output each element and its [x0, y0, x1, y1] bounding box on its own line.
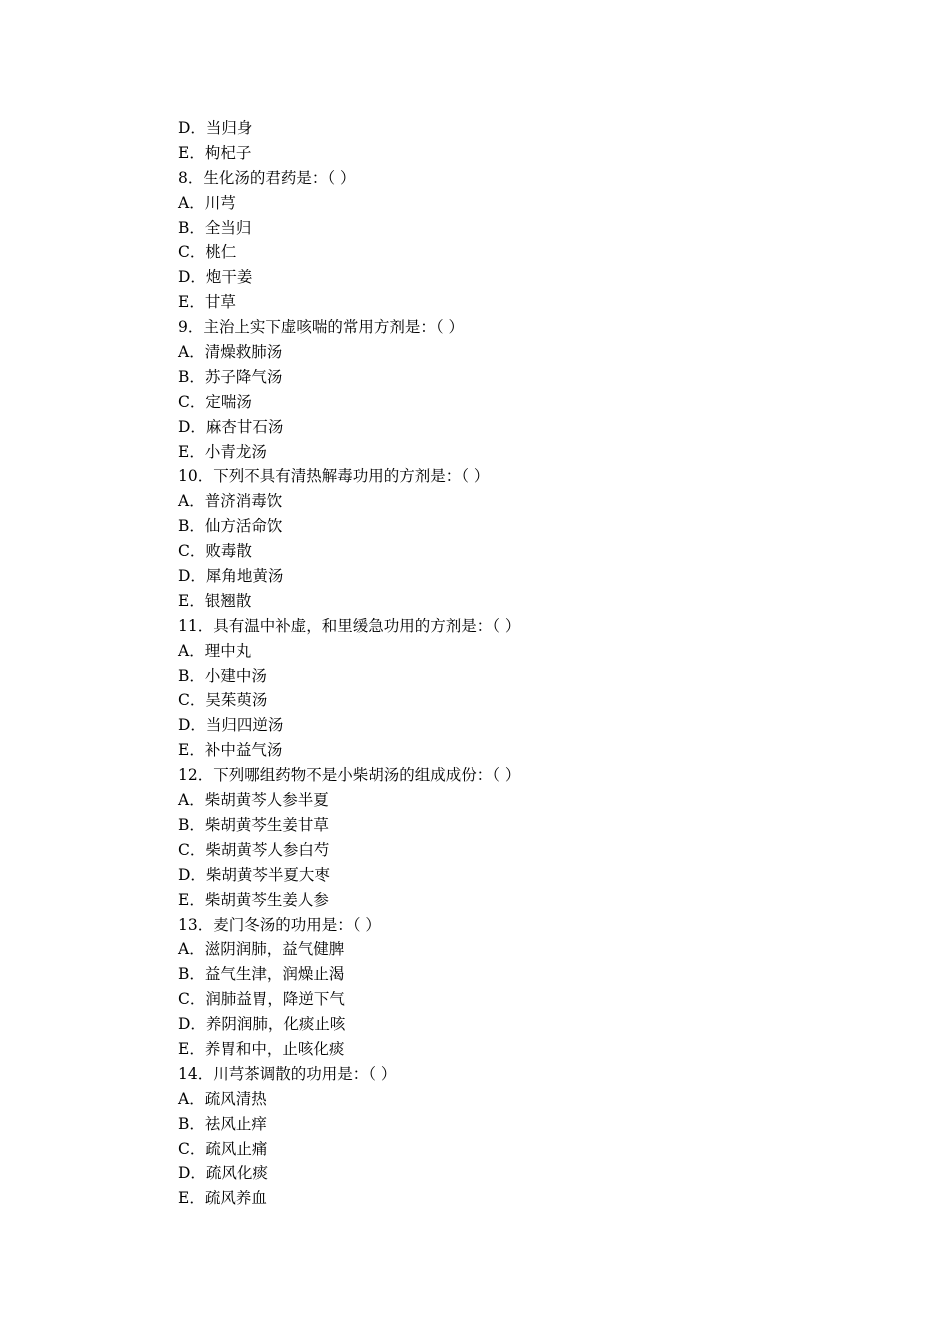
text-line: 11．具有温中补虚，和里缓急功用的方剂是：（ ） — [178, 616, 521, 635]
text-line: 8．生化汤的君药是：（ ） — [178, 168, 356, 187]
text-line: A．柴胡黄芩人参半夏 — [178, 791, 329, 810]
text-line: A．理中丸 — [178, 641, 252, 660]
text-line: E．补中益气汤 — [178, 741, 283, 760]
text-line: C．桃仁 — [178, 243, 237, 262]
text-line: D．麻杏甘石汤 — [178, 417, 284, 436]
text-line: E．枸杞子 — [178, 143, 252, 162]
text-line: C．柴胡黄芩人参白芍 — [178, 840, 330, 859]
text-line: D．犀角地黄汤 — [178, 567, 284, 586]
text-line: D．疏风化痰 — [178, 1164, 268, 1183]
text-line: 10．下列不具有清热解毒功用的方剂是：（ ） — [178, 467, 490, 486]
text-line: B．小建中汤 — [178, 666, 267, 685]
text-line: B．益气生津，润燥止渴 — [178, 965, 345, 984]
text-line: B．苏子降气汤 — [178, 367, 283, 386]
text-line: E．疏风养血 — [178, 1189, 267, 1208]
text-line: D．当归四逆汤 — [178, 716, 284, 735]
text-line: D．炮干姜 — [178, 268, 253, 287]
text-line: D．柴胡黄芩半夏大枣 — [178, 865, 330, 884]
text-line: E．银翘散 — [178, 591, 252, 610]
text-line: B．仙方活命饮 — [178, 517, 283, 536]
text-line: E．柴胡黄芩生姜人参 — [178, 890, 329, 909]
text-line: 9．主治上实下虚咳喘的常用方剂是：（ ） — [178, 318, 465, 337]
text-line: C．定喘汤 — [178, 392, 252, 411]
text-line: A．川芎 — [178, 193, 236, 212]
text-line: C．吴茱萸汤 — [178, 691, 268, 710]
text-line: 13．麦门冬汤的功用是：（ ） — [178, 915, 381, 934]
text-line: D．当归身 — [178, 119, 253, 137]
text-line: 12．下列哪组药物不是小柴胡汤的组成成份：（ ） — [178, 766, 521, 785]
text-line: A．滋阴润肺，益气健脾 — [178, 940, 345, 959]
text-line: C．败毒散 — [178, 542, 252, 561]
text-line: B．祛风止痒 — [178, 1114, 267, 1133]
document-body — [178, 116, 878, 1211]
text-line: E．甘草 — [178, 293, 236, 312]
text-line: B．全当归 — [178, 218, 252, 237]
text-line: E．养胃和中，止咳化痰 — [178, 1039, 345, 1058]
text-line: B．柴胡黄芩生姜甘草 — [178, 815, 329, 834]
text-line: C．疏风止痛 — [178, 1139, 268, 1158]
text-line: A．普济消毒饮 — [178, 492, 283, 511]
text-line: A．疏风清热 — [178, 1089, 267, 1108]
text-line: A．清燥救肺汤 — [178, 343, 283, 362]
text-line: D．养阴润肺，化痰止咳 — [178, 1015, 346, 1034]
text-line: C．润肺益胃，降逆下气 — [178, 990, 345, 1009]
text-line: 14．川芎茶调散的功用是：（ ） — [178, 1064, 397, 1083]
text-line: E．小青龙汤 — [178, 442, 267, 461]
